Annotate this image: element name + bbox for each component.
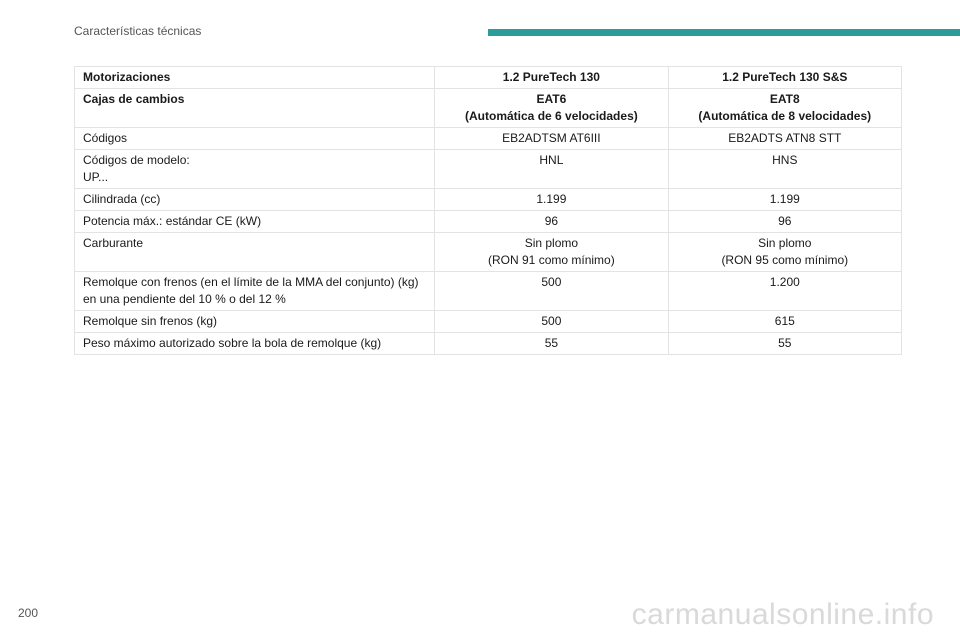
row-label bbox=[75, 272, 435, 311]
row-value-col1 bbox=[435, 89, 668, 128]
table-row bbox=[75, 189, 902, 211]
table-row bbox=[75, 233, 902, 272]
row-label-line: Carburante bbox=[83, 236, 144, 250]
row-value-col2 bbox=[668, 272, 901, 311]
row-value-col2 bbox=[668, 150, 901, 189]
header-cell-engine-1: 1.2 PureTech 130 bbox=[435, 67, 668, 89]
value-line: 55 bbox=[778, 336, 792, 350]
value-line: HNL bbox=[539, 153, 564, 167]
value-line: Sin plomo bbox=[758, 236, 812, 250]
row-value-col1 bbox=[435, 128, 668, 150]
table-row bbox=[75, 311, 902, 333]
row-value-col2 bbox=[668, 128, 901, 150]
row-label-line: Potencia máx.: estándar CE (kW) bbox=[83, 214, 262, 228]
row-value-col2 bbox=[668, 333, 901, 355]
row-value-col1 bbox=[435, 233, 668, 272]
value-line: EAT6 bbox=[536, 92, 567, 106]
table-row bbox=[75, 150, 902, 189]
row-label bbox=[75, 89, 435, 128]
row-label bbox=[75, 189, 435, 211]
value-line: (RON 91 como mínimo) bbox=[488, 253, 615, 267]
row-value-col1 bbox=[435, 333, 668, 355]
row-value-col2 bbox=[668, 189, 901, 211]
row-label-line: Cilindrada (cc) bbox=[83, 192, 161, 206]
table-row bbox=[75, 89, 902, 128]
row-value-col1 bbox=[435, 211, 668, 233]
value-line: EAT8 bbox=[769, 92, 800, 106]
row-label-line: Códigos bbox=[83, 131, 128, 145]
row-value-col1 bbox=[435, 311, 668, 333]
value-line: 96 bbox=[778, 214, 792, 228]
value-line: 96 bbox=[544, 214, 559, 228]
row-label-line: Códigos de modelo: bbox=[83, 153, 190, 167]
header-cell-engine-2: 1.2 PureTech 130 S&S bbox=[668, 67, 901, 89]
table-row bbox=[75, 128, 902, 150]
value-line: 1.199 bbox=[536, 192, 567, 206]
header-cell-engines: Motorizaciones bbox=[75, 67, 435, 89]
row-label-line: Peso máximo autorizado sobre la bola de remolque (kg) bbox=[83, 336, 382, 350]
row-label bbox=[75, 311, 435, 333]
value-line: 500 bbox=[541, 275, 562, 289]
row-value-col1 bbox=[435, 150, 668, 189]
value-line: (Automática de 8 velocidades) bbox=[698, 109, 872, 123]
value-line: Sin plomo bbox=[524, 236, 579, 250]
page-number: 200 bbox=[18, 606, 39, 620]
table-row bbox=[75, 211, 902, 233]
table-row bbox=[75, 272, 902, 311]
row-value-col1 bbox=[435, 189, 668, 211]
row-label bbox=[75, 128, 435, 150]
value-line: EB2ADTS ATN8 STT bbox=[728, 131, 842, 145]
value-line: 500 bbox=[541, 314, 562, 328]
value-line: 1.200 bbox=[769, 275, 800, 289]
row-value-col2 bbox=[668, 233, 901, 272]
row-label-line: Cajas de cambios bbox=[83, 92, 185, 106]
row-label-line: UP... bbox=[83, 170, 109, 184]
row-value-col2 bbox=[668, 89, 901, 128]
row-label bbox=[75, 233, 435, 272]
value-line: (Automática de 6 velocidades) bbox=[465, 109, 638, 123]
row-value-col1 bbox=[435, 272, 668, 311]
section-title: Características técnicas bbox=[74, 24, 202, 38]
row-label-line: Remolque con frenos (en el límite de la MMA del conjunto) (kg) bbox=[83, 275, 419, 289]
value-line: HNS bbox=[772, 153, 798, 167]
value-line: 615 bbox=[774, 314, 795, 328]
value-line: (RON 95 como mínimo) bbox=[721, 253, 849, 267]
row-label bbox=[75, 333, 435, 355]
watermark-text: carmanualsonline.info bbox=[631, 598, 934, 631]
specs-table bbox=[74, 66, 902, 355]
value-line: EB2ADTSM AT6III bbox=[502, 131, 601, 145]
row-label bbox=[75, 150, 435, 189]
row-label-line: en una pendiente del 10 % o del 12 % bbox=[83, 292, 286, 306]
row-value-col2 bbox=[668, 211, 901, 233]
row-value-col2 bbox=[668, 311, 901, 333]
table-header-row bbox=[75, 67, 902, 89]
value-line: 55 bbox=[544, 336, 559, 350]
row-label-line: Remolque sin frenos (kg) bbox=[83, 314, 218, 328]
table-row bbox=[75, 333, 902, 355]
value-line: 1.199 bbox=[769, 192, 800, 206]
accent-bar bbox=[488, 29, 960, 36]
row-label bbox=[75, 211, 435, 233]
